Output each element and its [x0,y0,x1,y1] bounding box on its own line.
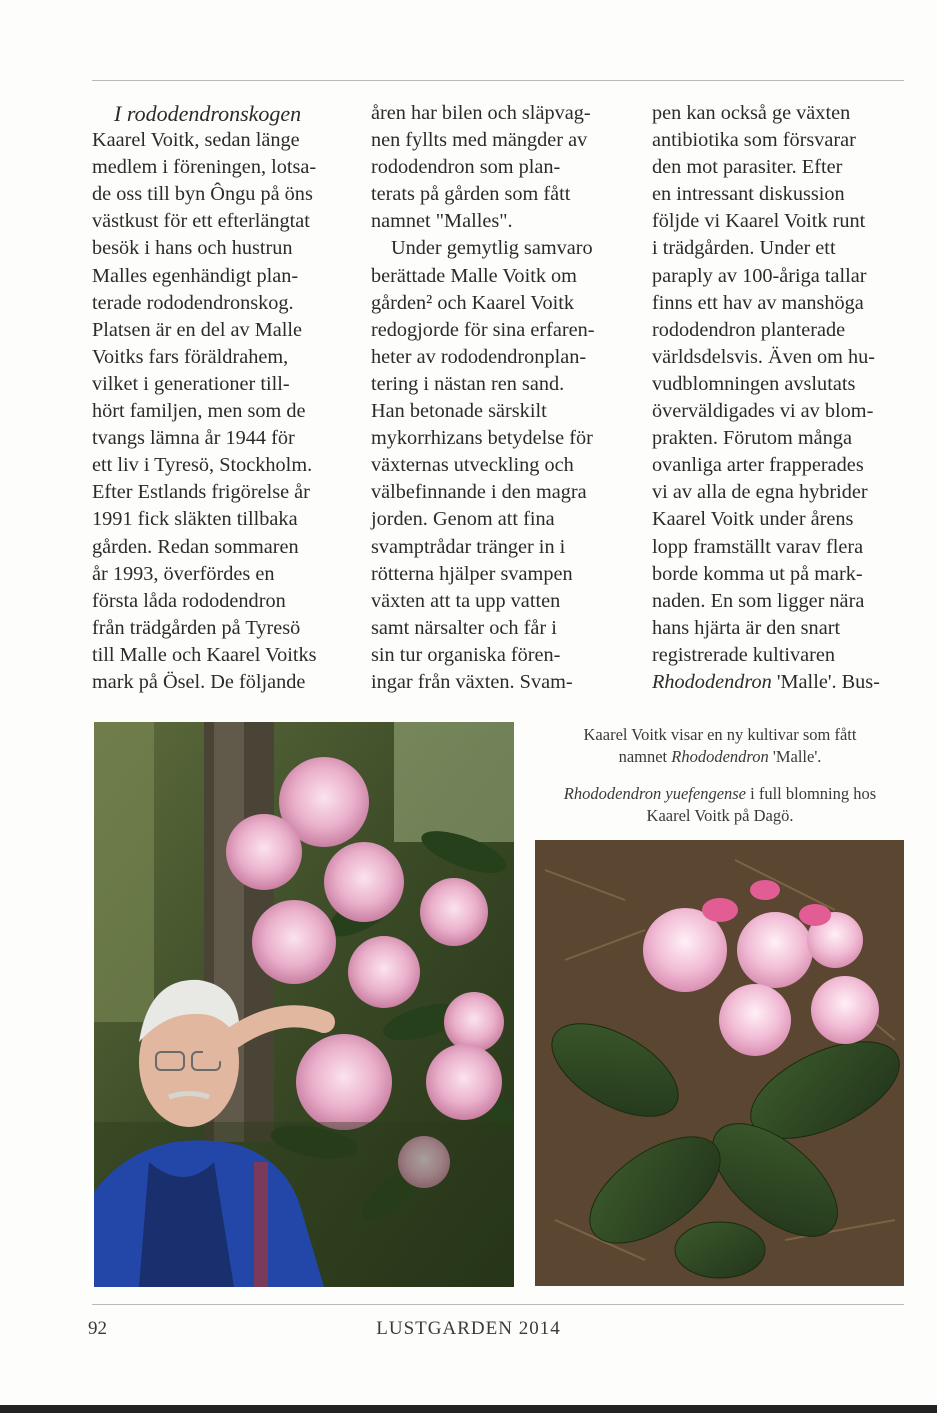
text-line: vudblomningen avslutats [652,372,856,395]
text-line: heter av rododendronplan- [371,345,587,368]
text-line: prakten. Förutom många [652,427,852,450]
text-line: till Malle och Kaarel Voitks [92,643,317,666]
bottom-edge-shadow [0,1405,937,1413]
text-line: rötterna hjälper svampen [371,562,573,585]
text-line: namnet "Malles". [371,210,513,233]
bottom-rule [92,1304,904,1305]
caption-photo-1: Kaarel Voitk visar en ny kultivar som fått namnet Rhododendron 'Malle'. [583,725,857,766]
col1-body [92,127,337,696]
text-line: åren har bilen och släpvag- [371,102,591,124]
text-line: redogjorde för sina erfaren- [371,318,595,341]
text-line: en intressant diskussion [652,183,845,206]
text-line: Efter Estlands frigörelse år [92,481,310,504]
journal-title: LUSTGARDEN 2014 [376,1318,561,1339]
text-line: naden. En som ligger nära [652,589,865,612]
text-line: jorden. Genom att fina [371,508,555,531]
text-line: svamptrådar tränger in i [371,535,566,558]
text-line: mykorrhizans betydelse för [371,427,593,450]
caption-photo-2: Rhododendron yuefengense i full blomning hos Kaarel Voitk på Dagö. [563,784,877,825]
text-line: terade rododendronskog. [92,291,294,314]
text-line: 1991 fick släkten tillbaka [92,508,298,531]
text-line: ett liv i Tyresö, Stockholm. [92,454,313,477]
text-line: hört familjen, men som de [92,400,306,423]
text-line: Voitks fars föräldrahem, [92,345,289,368]
text-line: rododendron planterade [652,318,846,341]
text-line: mark på Ösel. De följande [92,670,306,693]
text-line: Malles egenhändigt plan- [92,264,299,287]
text-line: nen fyllts med mängder av [371,129,588,152]
text-line: från trädgården på Tyresö [92,616,301,639]
text-line: överväldigades vi av blom- [652,400,874,423]
section-heading: I rododendronskogen [114,101,302,126]
text-line: första låda rododendron [92,589,286,612]
text-column-1 [92,100,337,696]
text-line: berättade Malle Voitk om [371,264,577,287]
photo-rhododendron-yuefengense [535,840,904,1286]
text-line: gården² och Kaarel Voitk [371,291,575,314]
text-line: sin tur organiska fören- [371,643,561,666]
text-line: antibiotika som försvarar [652,129,856,152]
text-column-3 [652,100,897,696]
text-line: ingar från växten. Svam- [371,670,573,693]
text-line: de oss till byn Ôngu på öns [92,183,313,206]
text-line: borde komma ut på mark- [652,562,863,585]
text-line: tering i nästan ren sand. [371,372,565,395]
text-line: Under gemytlig samvaro [391,237,593,260]
text-line: gården. Redan sommaren [92,535,299,558]
col3-last-line: Rhododendron 'Malle'. Bus- [652,670,880,693]
text-line: tvangs lämna år 1944 för [92,427,295,450]
col2-body [371,100,616,696]
text-line: paraply av 100-åriga tallar [652,264,867,287]
text-line: år 1993, överfördes en [92,562,275,585]
text-line: medlem i föreningen, lotsa- [92,156,317,179]
text-line: växternas utveckling och [371,454,574,477]
text-line: vilket i generationer till- [92,372,290,395]
text-line: välbefinnande i den magra [371,481,587,504]
text-line: i trädgården. Under ett [652,237,836,260]
text-line: Kaarel Voitk under årens [652,508,854,531]
text-line: pen kan också ge växten [652,102,851,124]
text-line: västkust för ett efterlängtat [92,210,310,233]
text-line: vi av alla de egna hybrider [652,481,868,504]
text-line: registrerade kultivaren [652,643,836,666]
text-line: samt närsalter och får i [371,616,557,639]
text-line: finns ett hav av manshöga [652,291,864,314]
text-line: Platsen är en del av Malle [92,318,303,341]
top-rule [92,80,904,81]
text-line: den mot parasiter. Efter [652,156,843,179]
text-line: ovanliga arter frapperades [652,454,864,477]
photo-man-with-rhododendron [94,722,514,1287]
text-line: hans hjärta är den snart [652,616,841,639]
text-line: följde vi Kaarel Voitk runt [652,210,866,233]
text-line: rododendron som plan- [371,156,561,179]
text-line: besök i hans och hustrun [92,237,293,260]
page-number: 92 [88,1318,107,1339]
text-line: Kaarel Voitk, sedan länge [92,129,300,152]
text-line: växten att ta upp vatten [371,589,561,612]
text-column-2 [371,100,616,696]
text-line: Han betonade särskilt [371,400,547,423]
text-line: lopp framställt varav flera [652,535,864,558]
col3-body [652,100,897,669]
text-line: världsdelsvis. Även om hu- [652,345,876,368]
text-line: terats på gården som fått [371,183,571,206]
